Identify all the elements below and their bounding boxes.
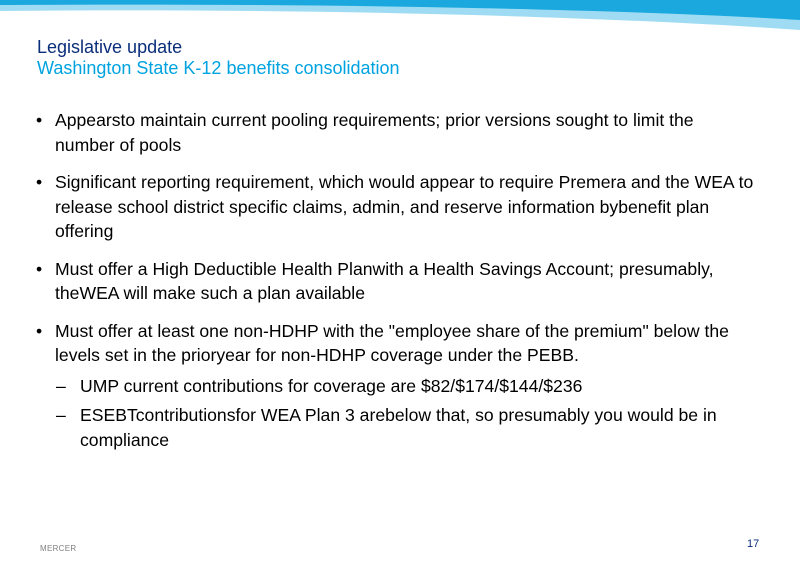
bullet-text: Must offer at least one non-HDHP with the "employee share of the premium" below the levels set in the prioryear for non-HDHP coverage under the PEBB. <box>55 320 729 365</box>
sub-bullet-item <box>36 374 756 399</box>
sub-bullet-marker: – <box>56 375 66 396</box>
bullet-item <box>36 319 756 368</box>
sub-bullet-marker: – <box>56 405 66 425</box>
slide-title: Legislative update <box>37 37 183 57</box>
footer-brand: MERCER <box>40 544 77 553</box>
bullet-item <box>36 170 756 244</box>
bullet-marker: • <box>36 110 43 130</box>
bullet-item <box>36 257 756 306</box>
bullet-text: Must offer a High Deductible Health Planwith a Health Savings Account; presumably, theWEA will make such a plan available <box>55 258 714 303</box>
bullet-marker: • <box>36 320 43 341</box>
bullet-list <box>36 108 756 457</box>
page-number: 17 <box>747 538 760 550</box>
bullet-marker: • <box>36 172 43 192</box>
bullet-text: Appearsto maintain current pooling requirements; prior versions sought to limit the number of pools <box>55 110 694 155</box>
bullet-marker: • <box>36 258 43 279</box>
sub-bullet-item <box>36 403 756 452</box>
sub-bullet-text: ESEBTcontributionsfor WEA Plan 3 arebelow that, so presumably you would be in compliance <box>80 405 717 450</box>
header-decorative-band <box>0 0 800 40</box>
sub-bullet-text: UMP current contributions for coverage are $82/$174/$144/$236 <box>80 375 583 396</box>
bullet-item <box>36 108 756 157</box>
bullet-text: Significant reporting requirement, which would appear to require Premera and the WEA to release school district specific claims, admin, and reserve information bybenefit plan offering <box>55 172 754 241</box>
slide-subtitle: Washington State K-12 benefits consolidation <box>37 58 400 78</box>
